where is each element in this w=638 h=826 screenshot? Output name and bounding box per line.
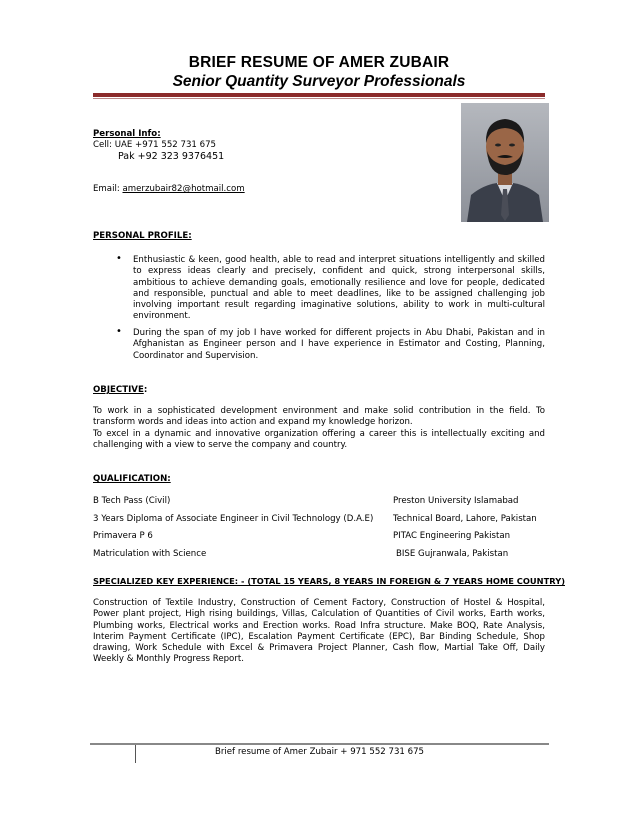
header-divider [93, 93, 545, 97]
objective-heading-wrap [93, 385, 147, 396]
qualification-institution: Technical Board, Lahore, Pakistan [393, 514, 537, 524]
qualification-heading: QUALIFICATION: [93, 474, 171, 484]
email-line [93, 184, 245, 195]
portrait-icon [461, 103, 549, 222]
objective-line-1: To work in a sophisticated development environment and make solid contribution in the field. To transform words and ideas into action and expand my knowledge horizon. [93, 406, 545, 428]
footer-text: Brief resume of Amer Zubair + 971 552 731 675 [214, 747, 425, 757]
profile-heading: PERSONAL PROFILE: [93, 231, 192, 241]
profile-bullet-1: Enthusiastic & keen, good health, able to read and interpret situations intelligently and skilled to express ideas clearly and precisely, confident and quick, strong interpersonal skills, ambitious to achieve demanding goals, emotionally resilience and love for people, dedicated and responsible, punctual and able to meet deadlines, like to be assigned challenging job involving important result regarding imaginative solutions, ability to work in multi-cultural environment. [133, 255, 545, 322]
footer-divider [90, 743, 549, 745]
bullet-icon: • [116, 253, 122, 264]
phone-pak: Pak +92 323 9376451 [118, 151, 225, 162]
profile-bullet-2: During the span of my job I have worked for different projects in Abu Dhabi, Pakistan and in Afghanistan as Engineer person and I have experience in Estimator and Costing, Planning, Coordinator and Supervision. [133, 328, 545, 361]
personal-info-heading: Personal Info: [93, 129, 161, 139]
objective-heading: OBJECTIVE [93, 385, 144, 395]
portrait-photo [461, 103, 549, 222]
bullet-icon: • [116, 326, 122, 337]
qualification-degree: 3 Years Diploma of Associate Engineer in Civil Technology (D.A.E) [93, 514, 374, 524]
email-label: Email: [93, 184, 123, 194]
qualification-degree: Primavera P 6 [93, 531, 153, 541]
resume-title: BRIEF RESUME OF AMER ZUBAIR [188, 54, 450, 71]
email-link[interactable]: amerzubair82@hotmail.com [122, 184, 245, 194]
qualification-institution: Preston University Islamabad [393, 496, 519, 506]
header-divider-shadow [93, 98, 545, 99]
qualification-degree: B Tech Pass (Civil) [93, 496, 171, 506]
qualification-institution: BISE Gujranwala, Pakistan [396, 549, 509, 559]
qualification-institution: PITAC Engineering Pakistan [393, 531, 511, 541]
resume-subtitle: Senior Quantity Surveyor Professionals [172, 73, 466, 90]
objective-line-2: To excel in a dynamic and innovative organization offering a career this is intellectually exciting and challenging with a view to serve the company and country. [93, 429, 545, 451]
objective-colon: : [143, 385, 148, 395]
experience-text: Construction of Textile Industry, Construction of Cement Factory, Construction of Hostel & Hospital, Power plant project, High rising buildings, Villas, Calculation of Quantities of Civil works, Earth works, Plumbing works, Electrical works and Erection works. Road Infra structure. Make BOQ, Rate Analysis, Interim Payment Certificate (IPC), Escalation Payment Certificate (EPC), Bar Binding Schedule, Shop drawing, Work Schedule with Excel & Primavera Project Planner, Cash flow, Martial Take Off, Daily Weekly & Monthly Progress Report. [93, 598, 545, 665]
qualification-degree: Matriculation with Science [93, 549, 207, 559]
phone-uae: Cell: UAE +971 552 731 675 [93, 140, 217, 150]
experience-heading: SPECIALIZED KEY EXPERIENCE: - (TOTAL 15 YEARS, 8 YEARS IN FOREIGN & 7 YEARS HOME COUNTRY) [93, 576, 565, 586]
